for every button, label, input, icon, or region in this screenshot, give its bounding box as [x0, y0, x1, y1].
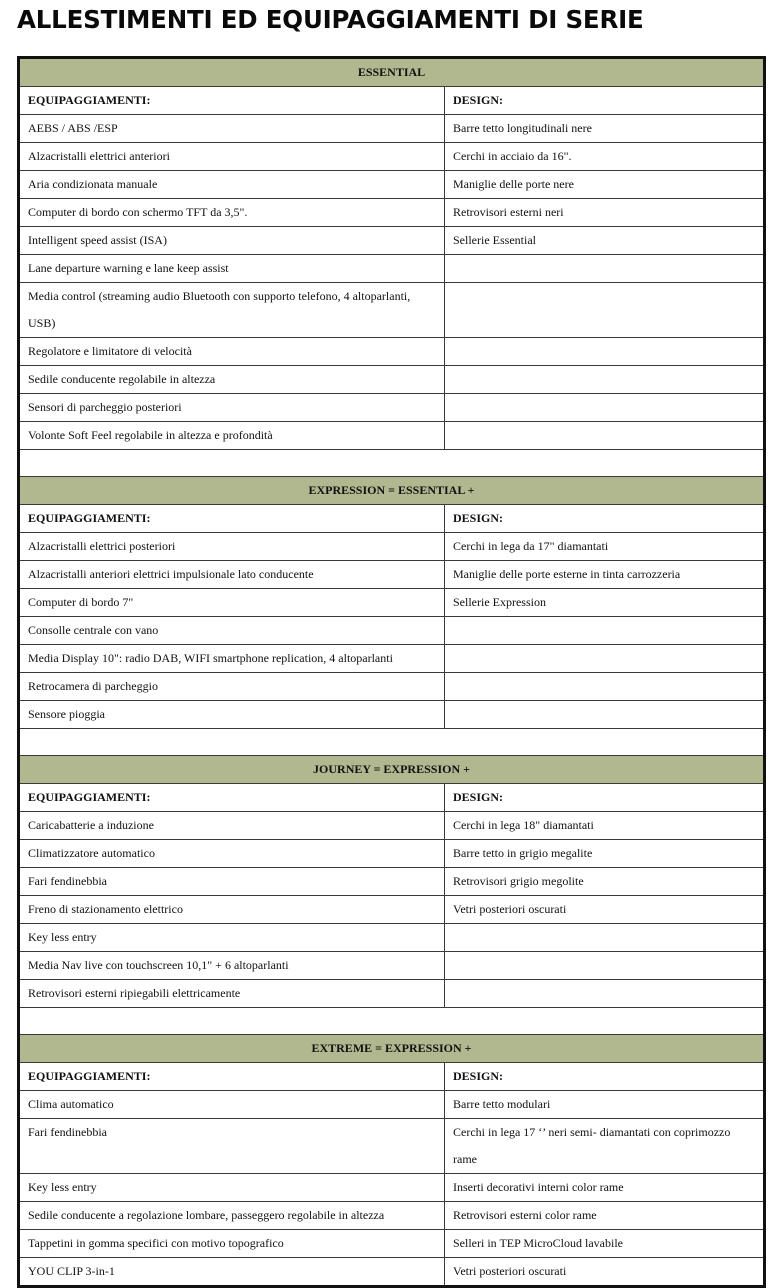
design-column-header: DESIGN:: [445, 505, 765, 533]
design-column-header: DESIGN:: [445, 1063, 765, 1091]
design-cell: [445, 617, 765, 645]
equipment-column-header: EQUIPAGGIAMENTI:: [19, 505, 445, 533]
equipment-cell: Intelligent speed assist (ISA): [19, 227, 445, 255]
equipment-cell: Aria condizionata manuale: [19, 171, 445, 199]
equipment-cell: Sedile conducente regolabile in altezza: [19, 366, 445, 394]
column-header-row: [19, 87, 765, 115]
column-header-row: [19, 505, 765, 533]
section-title: EXTREME = EXPRESSION +: [19, 1035, 765, 1063]
table-row: [19, 143, 765, 171]
design-cell: Sellerie Expression: [445, 589, 765, 617]
equipment-cell: Climatizzatore automatico: [19, 840, 445, 868]
table-row: [19, 673, 765, 701]
equipment-column-header: EQUIPAGGIAMENTI:: [19, 1063, 445, 1091]
equipment-cell: Clima automatico: [19, 1091, 445, 1119]
table-row: [19, 1091, 765, 1119]
spacer-row: [19, 450, 765, 477]
table-row: [19, 980, 765, 1008]
table-row: [19, 952, 765, 980]
table-row: [19, 366, 765, 394]
table-row: [19, 1119, 765, 1174]
table-row: [19, 255, 765, 283]
table-row: [19, 1174, 765, 1202]
design-cell: Barre tetto longitudinali nere: [445, 115, 765, 143]
spacer-cell: [19, 450, 765, 477]
design-cell: Retrovisori esterni color rame: [445, 1202, 765, 1230]
equipment-cell: Volonte Soft Feel regolabile in altezza e profondità: [19, 422, 445, 450]
design-cell: Barre tetto in grigio megalite: [445, 840, 765, 868]
section-header-row: [19, 58, 765, 87]
table-row: [19, 115, 765, 143]
design-cell: Sellerie Essential: [445, 227, 765, 255]
section-header-row: [19, 477, 765, 505]
design-cell: [445, 255, 765, 283]
design-cell: Vetri posteriori oscurati: [445, 896, 765, 924]
page-title: ALLESTIMENTI ED EQUIPAGGIAMENTI DI SERIE: [17, 5, 644, 34]
design-cell: Retrovisori esterni neri: [445, 199, 765, 227]
table-row: [19, 701, 765, 729]
design-cell: [445, 645, 765, 673]
table-row: [19, 1202, 765, 1230]
equipment-cell: Key less entry: [19, 924, 445, 952]
design-cell: [445, 952, 765, 980]
column-header-row: [19, 784, 765, 812]
design-cell: [445, 394, 765, 422]
equipment-cell: Computer di bordo con schermo TFT da 3,5".: [19, 199, 445, 227]
table-row: [19, 561, 765, 589]
design-cell: [445, 422, 765, 450]
table-row: [19, 589, 765, 617]
table-row: [19, 533, 765, 561]
design-column-header: DESIGN:: [445, 784, 765, 812]
column-header-row: [19, 1063, 765, 1091]
equipment-cell: Sensori di parcheggio posteriori: [19, 394, 445, 422]
trim-equipment-table: [17, 56, 766, 1288]
section-header-row: [19, 1035, 765, 1063]
table-row: [19, 171, 765, 199]
design-cell: [445, 701, 765, 729]
equipment-cell: Regolatore e limitatore di velocità: [19, 338, 445, 366]
table-row: [19, 394, 765, 422]
spacer-cell: [19, 729, 765, 756]
spacer-row: [19, 729, 765, 756]
table-row: [19, 338, 765, 366]
design-cell: Vetri posteriori oscurati: [445, 1258, 765, 1287]
section-title: ESSENTIAL: [19, 58, 765, 87]
equipment-cell: Consolle centrale con vano: [19, 617, 445, 645]
equipment-column-header: EQUIPAGGIAMENTI:: [19, 784, 445, 812]
table-row: [19, 422, 765, 450]
equipment-cell: AEBS / ABS /ESP: [19, 115, 445, 143]
table-row: [19, 868, 765, 896]
design-cell: Barre tetto modulari: [445, 1091, 765, 1119]
design-cell: Inserti decorativi interni color rame: [445, 1174, 765, 1202]
equipment-cell: Media Display 10": radio DAB, WIFI smartphone replication, 4 altoparlanti: [19, 645, 445, 673]
table-row: [19, 896, 765, 924]
equipment-cell: Alzacristalli elettrici posteriori: [19, 533, 445, 561]
table-row: [19, 1258, 765, 1287]
equipment-cell: Tappetini in gomma specifici con motivo topografico: [19, 1230, 445, 1258]
equipment-cell: Retrovisori esterni ripiegabili elettricamente: [19, 980, 445, 1008]
design-cell: Retrovisori grigio megolite: [445, 868, 765, 896]
table-row: [19, 812, 765, 840]
table-row: [19, 1230, 765, 1258]
design-cell: Cerchi in lega 18" diamantati: [445, 812, 765, 840]
equipment-cell: Media control (streaming audio Bluetooth con supporto telefono, 4 altoparlanti, USB): [19, 283, 445, 338]
equipment-cell: Media Nav live con touchscreen 10,1" + 6 altoparlanti: [19, 952, 445, 980]
design-column-header: DESIGN:: [445, 87, 765, 115]
equipment-cell: Fari fendinebbia: [19, 868, 445, 896]
design-cell: Maniglie delle porte nere: [445, 171, 765, 199]
section-title: EXPRESSION = ESSENTIAL +: [19, 477, 765, 505]
design-cell: Cerchi in lega 17 ‘’ neri semi- diamantati con coprimozzo rame: [445, 1119, 765, 1174]
table-body: [19, 58, 765, 1287]
equipment-cell: Alzacristalli anteriori elettrici impulsionale lato conducente: [19, 561, 445, 589]
equipment-cell: Sensore pioggia: [19, 701, 445, 729]
spacer-cell: [19, 1008, 765, 1035]
equipment-cell: YOU CLIP 3-in-1: [19, 1258, 445, 1287]
design-cell: [445, 366, 765, 394]
equipment-cell: Alzacristalli elettrici anteriori: [19, 143, 445, 171]
design-cell: Cerchi in acciaio da 16".: [445, 143, 765, 171]
equipment-column-header: EQUIPAGGIAMENTI:: [19, 87, 445, 115]
design-cell: Maniglie delle porte esterne in tinta carrozzeria: [445, 561, 765, 589]
equipment-cell: Computer di bordo 7": [19, 589, 445, 617]
table-row: [19, 924, 765, 952]
table-row: [19, 199, 765, 227]
equipment-cell: Key less entry: [19, 1174, 445, 1202]
equipment-cell: Caricabatterie a induzione: [19, 812, 445, 840]
table-row: [19, 283, 765, 338]
design-cell: Cerchi in lega da 17" diamantati: [445, 533, 765, 561]
equipment-cell: Freno di stazionamento elettrico: [19, 896, 445, 924]
design-cell: [445, 924, 765, 952]
spacer-row: [19, 1008, 765, 1035]
equipment-cell: Retrocamera di parcheggio: [19, 673, 445, 701]
design-cell: [445, 673, 765, 701]
design-cell: Selleri in TEP MicroCloud lavabile: [445, 1230, 765, 1258]
equipment-cell: Lane departure warning e lane keep assist: [19, 255, 445, 283]
equipment-cell: Fari fendinebbia: [19, 1119, 445, 1174]
table-row: [19, 840, 765, 868]
section-title: JOURNEY = EXPRESSION +: [19, 756, 765, 784]
table-row: [19, 645, 765, 673]
design-cell: [445, 283, 765, 338]
design-cell: [445, 980, 765, 1008]
section-header-row: [19, 756, 765, 784]
equipment-cell: Sedile conducente a regolazione lombare, passeggero regolabile in altezza: [19, 1202, 445, 1230]
table-row: [19, 227, 765, 255]
table-row: [19, 617, 765, 645]
design-cell: [445, 338, 765, 366]
